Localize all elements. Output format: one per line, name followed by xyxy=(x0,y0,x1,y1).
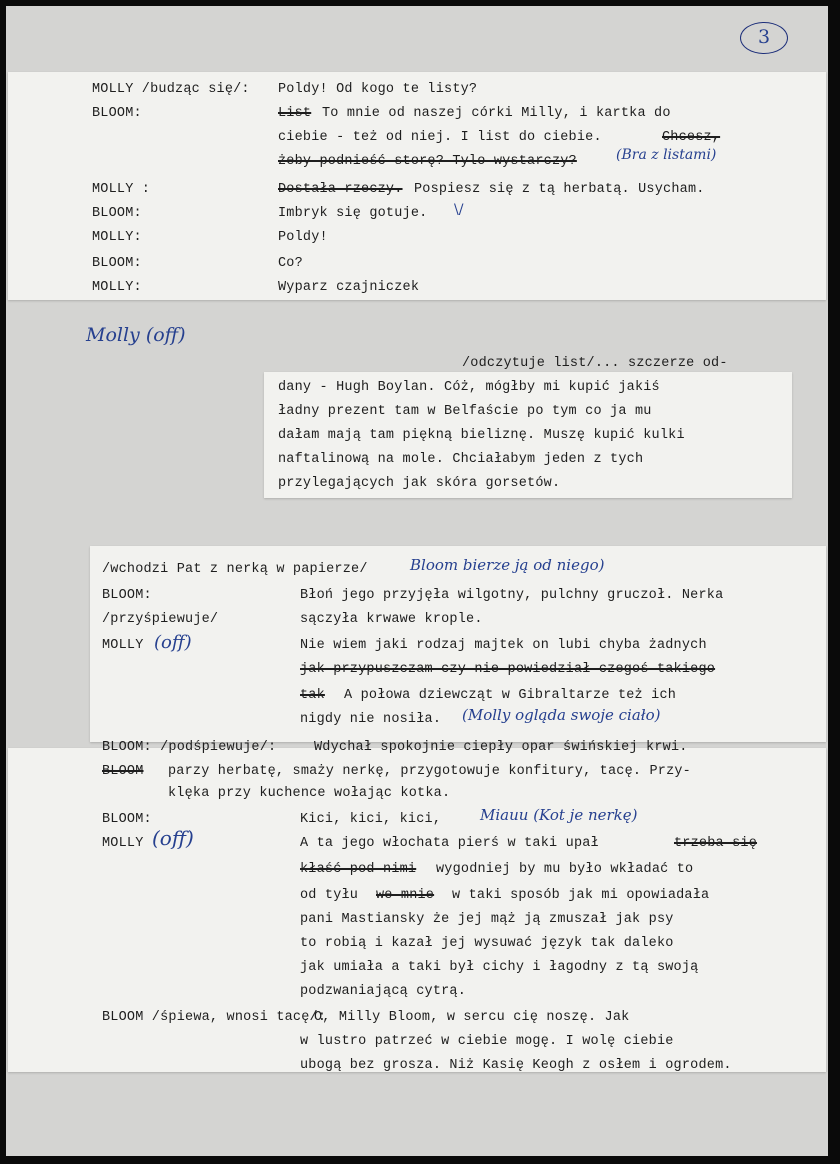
line-text: A ta jego włochata pierś w taki upał xyxy=(300,836,599,851)
speaker: BLOOM: /podśpiewuje/: xyxy=(102,740,277,755)
speaker: MOLLY : xyxy=(92,182,151,197)
line-text: pani Mastiansky że jej mąż ją zmuszał jak psy xyxy=(300,912,674,927)
line-text: Błoń jego przyjęła wilgotny, pulchny gruczoł. Nerka xyxy=(300,588,724,603)
struck-text: trzeba się xyxy=(674,836,758,851)
struck-text: List xyxy=(278,106,312,121)
line-text: w lustro patrzeć w ciebie mogę. I wolę ciebie xyxy=(300,1034,674,1049)
line-text: sączyła krwawe krople. xyxy=(300,612,483,627)
line-text: Poldy! xyxy=(278,230,328,245)
line-text: to robią i kazał jej wysuwać język tak daleko xyxy=(300,936,674,951)
speaker-struck: BLOOM xyxy=(102,764,144,779)
insert-line: naftalinową na mole. Chciałabym jeden z tych xyxy=(278,452,644,467)
line-text: Pospiesz się z tą herbatą. Usycham. xyxy=(414,182,705,197)
speaker: MOLLY xyxy=(102,836,144,851)
insert-line: przylegających jak skóra gorsetów. xyxy=(278,476,561,491)
struck-text: tak xyxy=(300,688,325,703)
handwritten-note: (Bra z listami) xyxy=(616,147,717,163)
speaker: BLOOM /śpiewa, wnosi tacę/: xyxy=(102,1010,327,1025)
speaker: BLOOM: xyxy=(92,256,142,271)
insert-line: dałam mają tam piękną bieliznę. Muszę kupić kulki xyxy=(278,428,685,443)
line-text: ubogą bez grosza. Niż Kasię Keogh z osłem i ogrodem. xyxy=(300,1058,732,1073)
handwritten-note: Miauu (Kot je nerkę) xyxy=(480,806,638,824)
struck-text: kłaść pod nimi xyxy=(300,862,417,877)
line-text: klęka przy kuchence wołając kotka. xyxy=(168,786,451,801)
speaker: BLOOM: xyxy=(92,106,142,121)
line-text: Poldy! Od kogo te listy? xyxy=(278,82,478,97)
line-text: od tyłu xyxy=(300,888,359,903)
margin-note: Molly (off) xyxy=(86,324,186,346)
line-text: parzy herbatę, smaży nerkę, przygotowuje konfitury, tacę. Przy- xyxy=(168,764,691,779)
line-text: Imbryk się gotuje. xyxy=(278,206,428,221)
line-text: To mnie od naszej córki Milly, i kartka do xyxy=(322,106,671,121)
insert-line: ładny prezent tam w Belfaście po tym co ja mu xyxy=(278,404,652,419)
speaker: BLOOM: xyxy=(102,588,152,603)
line-text: wygodniej by mu było wkładać to xyxy=(436,862,694,877)
line-text: jak umiała a taki był cichy i łagodny z tą swoją xyxy=(300,960,699,975)
struck-text: Dostała rzeczy. xyxy=(278,182,403,197)
insert-line: dany - Hugh Boylan. Cóż, mógłby mi kupić jakiś xyxy=(278,380,660,395)
line-text: Wyparz czajniczek xyxy=(278,280,420,295)
page-number: 3 xyxy=(758,26,771,48)
struck-text: Chcesz, xyxy=(662,130,721,145)
line-text: podzwaniającą cytrą. xyxy=(300,984,467,999)
line-text: Co? xyxy=(278,256,303,271)
speaker: MOLLY xyxy=(102,638,144,653)
speaker: MOLLY: xyxy=(92,280,142,295)
speaker: BLOOM: xyxy=(92,206,142,221)
speaker: MOLLY: xyxy=(92,230,142,245)
line-text: O, Milly Bloom, w sercu cię noszę. Jak xyxy=(314,1010,630,1025)
struck-text: jak przypuszczam czy nie powiedział czegoś takiego xyxy=(300,662,716,677)
check-mark: \/ xyxy=(454,202,464,218)
stage-direction: /wchodzi Pat z nerką w papierze/ xyxy=(102,562,368,577)
line-text: Wdychał spokojnie ciepły opar świńskiej krwi. xyxy=(314,740,688,755)
struck-text: żeby podnieść storę? Tylo wystarczy? xyxy=(278,154,577,169)
speaker: MOLLY /budząc się/: xyxy=(92,82,250,97)
struck-text: we mnie xyxy=(376,888,435,903)
line-text: w taki sposób jak mi opowiadała xyxy=(452,888,710,903)
off-note: (off) xyxy=(154,632,192,653)
line-text: nigdy nie nosiła. xyxy=(300,712,442,727)
insert-line: /odczytuje list/... szczerze od- xyxy=(462,356,728,371)
handwritten-note: (Molly ogląda swoje ciało) xyxy=(462,706,661,724)
stage-note: Bloom bierze ją od niego) xyxy=(410,556,605,574)
speaker: /przyśpiewuje/ xyxy=(102,612,219,627)
line-text: ciebie - też od niej. I list do ciebie. xyxy=(278,130,602,145)
line-text: Kici, kici, kici, xyxy=(300,812,442,827)
script-page xyxy=(6,6,828,1156)
speaker: BLOOM: xyxy=(102,812,152,827)
off-note: (off) xyxy=(152,826,194,850)
line-text: A połowa dziewcząt w Gibraltarze też ich xyxy=(344,688,677,703)
line-text: Nie wiem jaki rodzaj majtek on lubi chyba żadnych xyxy=(300,638,707,653)
